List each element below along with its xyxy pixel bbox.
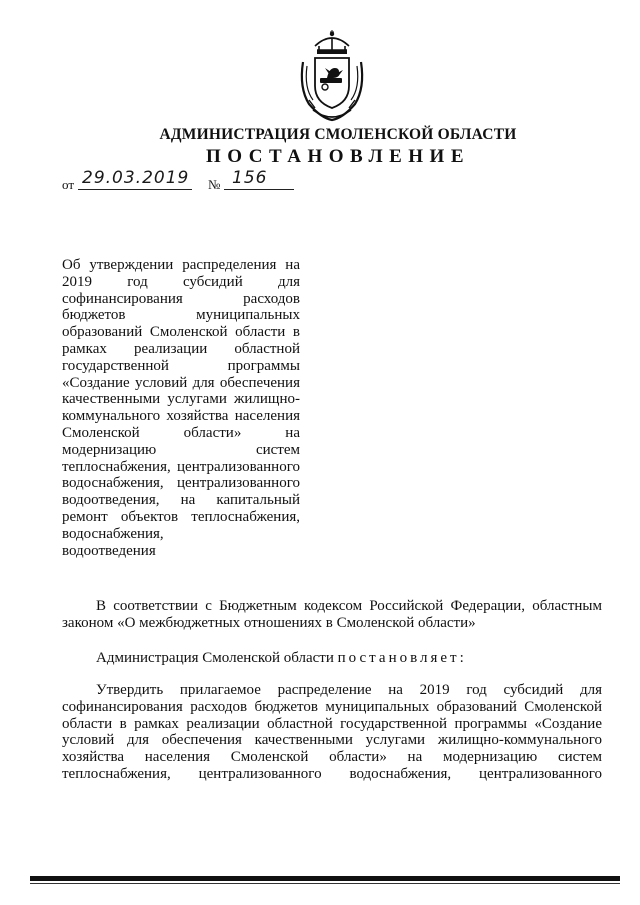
number-prefix: № <box>208 177 221 192</box>
coat-of-arms-icon <box>295 28 369 124</box>
date-prefix: от <box>62 177 75 192</box>
handwritten-number: 156 <box>232 168 268 188</box>
footer-rule-thick <box>30 876 620 881</box>
paragraph-resolution <box>62 650 602 667</box>
paragraph-approve: Утвердить прилагаемое распределение на 2019 год субсидий для софинансирования расходов бюджетов муниципальных образований Смоленской области в рамках реализации областной государственной программы «Создание условий для обеспечения качественными услугами жилищно-коммунального хозяйства населения Смоленской области» на модернизацию систем теплоснабжения, централизованного водоснабжения, централизованного <box>62 682 602 782</box>
document-type-title: ПОСТАНОВЛЕНИЕ <box>205 146 471 167</box>
date-underline <box>78 189 192 190</box>
handwritten-date: 29.03.2019 <box>82 168 190 188</box>
resolution-lead: Администрация Смоленской области <box>96 650 334 666</box>
document-subject <box>62 257 300 559</box>
subject-text: Об утверждении распределения на 2019 год субсидий для софинансирования расходов бюджетов муниципальных образований Смоленской области в рамках реализации областной государственной программы «Создание условий для обеспечения качественными услугами жилищно-коммунального хозяйства населения Смоленской области» на модернизацию систем теплоснабжения, централизованного водоснабжения, централизованного водоотведения, на капитальный ремонт объектов теплоснабжения, водоснабжения, <box>62 257 300 542</box>
organization-title: АДМИНИСТРАЦИЯ СМОЛЕНСКОЙ ОБЛАСТИ <box>159 126 517 143</box>
subject-last-line: водоотведения <box>62 542 156 559</box>
date-number-line <box>62 168 302 194</box>
number-underline <box>224 189 294 190</box>
footer-rule-thin <box>30 883 620 884</box>
paragraph-legal-basis: В соответствии с Бюджетным кодексом Российской Федерации, областным законом «О межбюджетных отношениях в Смоленской области» <box>62 598 602 631</box>
resolution-word: постановляет: <box>337 650 467 666</box>
